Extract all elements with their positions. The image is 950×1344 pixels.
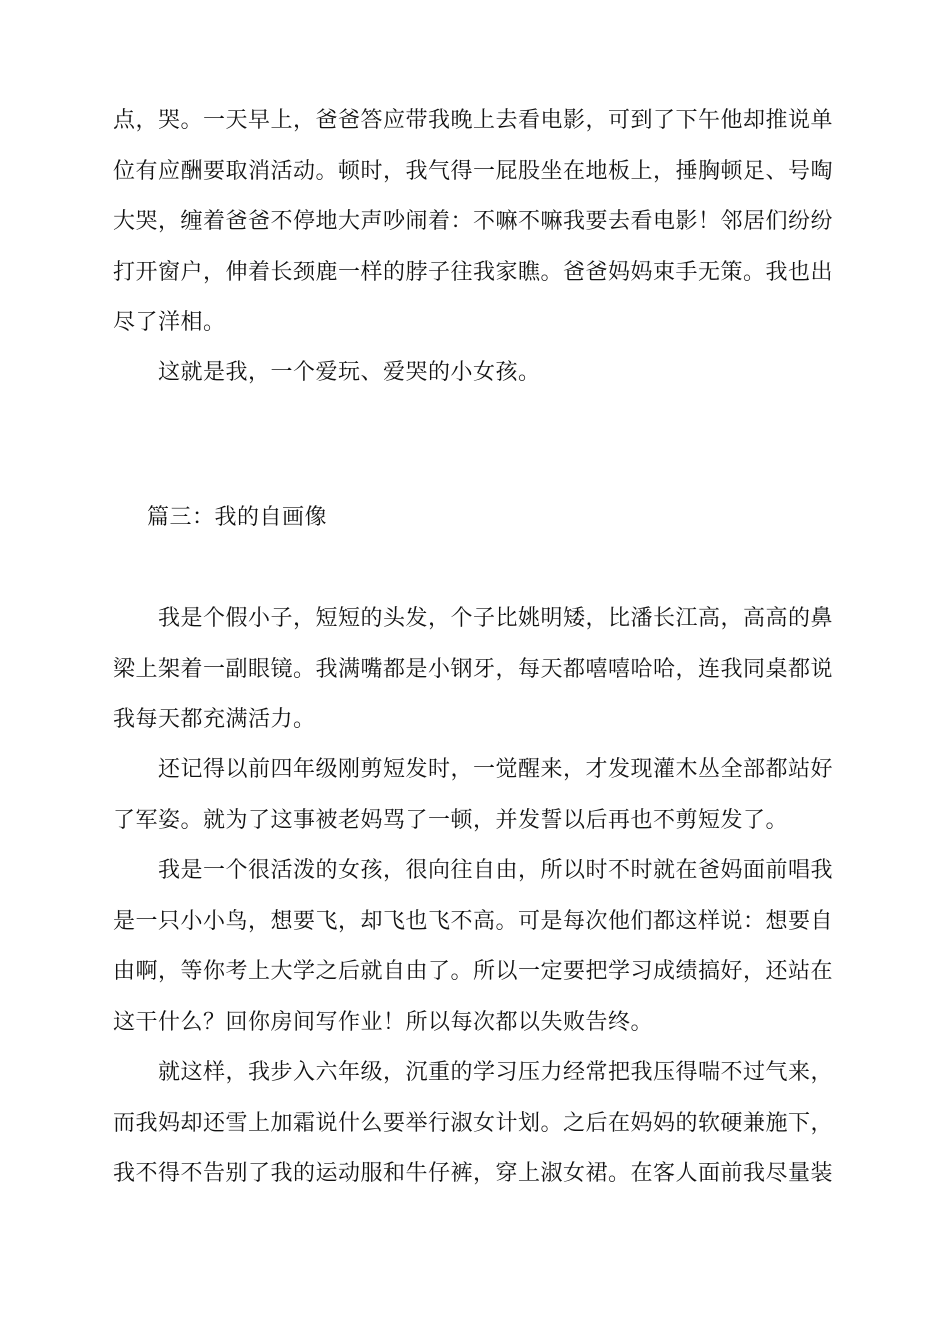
paragraph-continuation: 点，哭。一天早上，爸爸答应带我晚上去看电影，可到了下午他却推说单位有应酬要取消活动。顿时，我气得一屁股坐在地板上，捶胸顿足、号啕大哭，缠着爸爸不停地大声吵闹着：不嘛不嘛我要去看电影！邻居们纷纷打开窗户，伸着长颈鹿一样的脖子往我家瞧。爸爸妈妈束手无策。我也出尽了洋相。	[113, 108, 834, 335]
paragraph-1: 我是个假小子，短短的头发，个子比姚明矮，比潘长江高，高高的鼻梁上架着一副眼镜。我满嘴都是小钢牙，每天都嘻嘻哈哈，连我同桌都说我每天都充满活力。	[113, 606, 834, 732]
paragraph-4: 就这样，我步入六年级，沉重的学习压力经常把我压得喘不过气来，而我妈却还雪上加霜说什么要举行淑女计划。之后在妈妈的软硬兼施下，我不得不告别了我的运动服和牛仔裤，穿上淑女裙。在客人面前我尽量装	[113, 1060, 834, 1186]
paragraph-3: 我是一个很活泼的女孩，很向往自由，所以时不时就在爸妈面前唱我是一只小小鸟，想要飞，却飞也飞不高。可是每次他们都这样说：想要自由啊，等你考上大学之后就自由了。所以一定要把学习成绩搞好，还站在这干什么？回你房间写作业！所以每次都以失败告终。	[113, 858, 834, 1035]
paragraph-2: 还记得以前四年级刚剪短发时，一觉醒来，才发现灌木丛全部都站好了军姿。就为了这事被老妈骂了一顿，并发誓以后再也不剪短发了。	[113, 757, 834, 833]
section-title: 篇三：我的自画像	[147, 505, 328, 530]
paragraph-conclusion: 这就是我，一个爱玩、爱哭的小女孩。	[158, 360, 541, 385]
